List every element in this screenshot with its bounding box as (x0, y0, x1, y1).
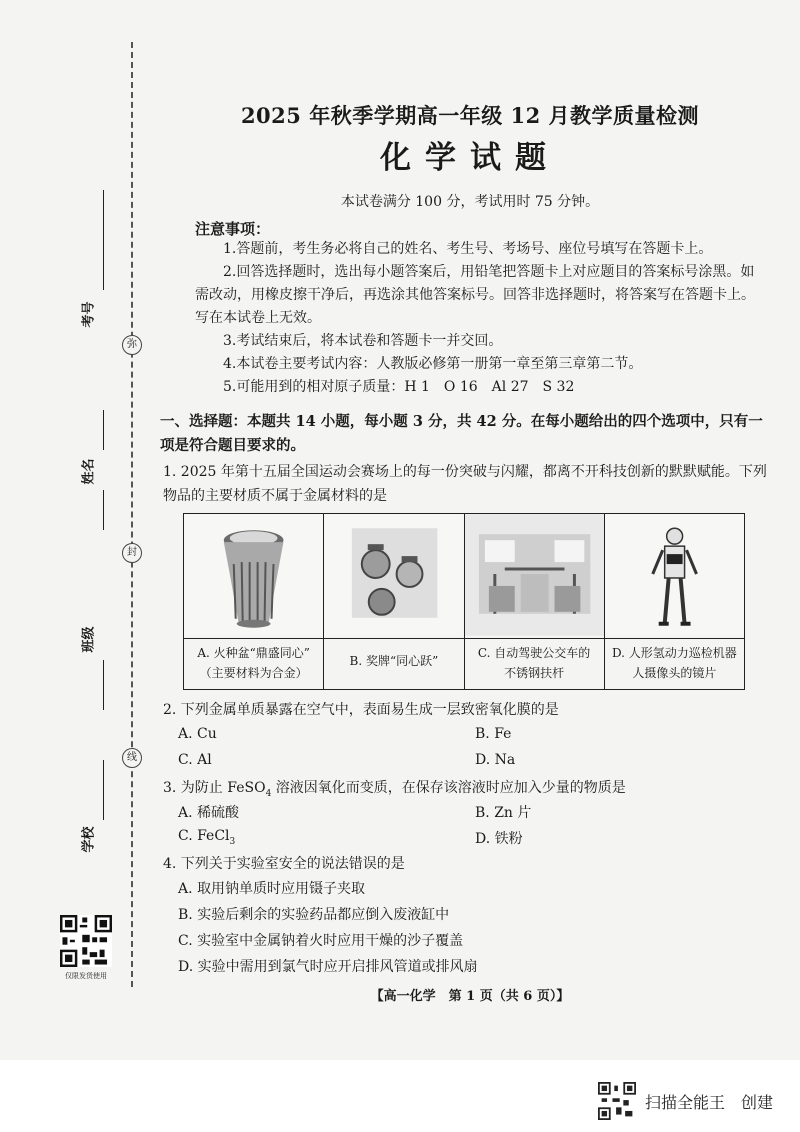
question-3-stem (163, 776, 773, 806)
subscript: 4 (265, 788, 272, 799)
caption-line: 人摄像头的镜片 (632, 666, 717, 680)
field-label: 学校 (81, 826, 97, 853)
question-1-image-table (183, 513, 745, 690)
fill-line (103, 410, 104, 450)
subscript: 3 (229, 836, 236, 847)
option-caption-a (184, 638, 323, 689)
exam-info: 本试卷满分 100 分，考试用时 75 分钟。 (340, 194, 600, 210)
option-caption-d (605, 638, 744, 689)
caption-line: （主要材料为合金） (199, 666, 308, 680)
torch-basin-image (184, 514, 323, 636)
q4-option-d: D. 实验中需用到氯气时应开启排风管道或排风扇 (178, 959, 478, 975)
q4-option-a: A. 取用钠单质时应用镊子夹取 (178, 881, 366, 897)
field-label: 班级 (81, 626, 97, 653)
caption-line: A. 火种盆“鼎盛同心” (197, 646, 310, 660)
option-cell-b (324, 514, 464, 689)
notice-item: 2.回答选择题时，选出每小题答案后，用铅笔把答题卡上对应题目的答案标号涂黑。如需改动，用橡皮擦干净后，再选涂其他答案标号。回答非选择题时，将答案写在答题卡上。写在本试卷上无效。 (195, 264, 755, 326)
notice-list (195, 238, 755, 399)
question-1-stem: 1. 2025 年第十五届全国运动会赛场上的每一份突破与闪耀，都离不开科技创新的默默赋能。下列物品的主要材质不属于金属材料的是 (163, 464, 767, 504)
robot-image (605, 514, 744, 636)
option-caption-b (324, 638, 463, 689)
question-4-stem: 4. 下列关于实验室安全的说法错误的是 (163, 856, 405, 872)
q2-option-d: D. Na (475, 752, 516, 768)
option-cell-d (605, 514, 744, 689)
qr-caption: 仅限发货使用 (65, 972, 107, 980)
field-class (75, 590, 135, 710)
option-cell-c (465, 514, 605, 689)
stem-text: 溶液因氧化而变质，在保存该溶液时应加入少量的物质是 (271, 780, 626, 796)
q2-option-a: A. Cu (178, 726, 217, 742)
qr-code-icon (60, 915, 112, 967)
exam-title: 2025 年秋季学期高一年级 12 月教学质量检测 (240, 103, 700, 128)
seal-mark-mi: 弥 (122, 335, 142, 355)
fill-line (103, 660, 104, 710)
q3-option-c (178, 828, 235, 847)
q2-option-c: C. Al (178, 752, 212, 768)
notice-item: 5.可能用到的相对原子质量：H 1 O 16 Al 27 S 32 (223, 379, 575, 395)
fill-line (103, 760, 104, 820)
page-footer: 【高一化学 第 1 页（共 6 页）】 (370, 989, 570, 1004)
notice-item: 1.答题前，考生务必将自己的姓名、考生号、考场号、座位号填写在答题卡上。 (223, 241, 713, 257)
scanner-watermark: 扫描全能王 创建 (645, 1093, 774, 1112)
notice-item: 4.本试卷主要考试内容：人教版必修第一册第一章至第三章第二节。 (223, 356, 643, 372)
field-label: 考号 (81, 301, 97, 328)
subject-title: 化学试题 (380, 140, 560, 176)
stem-text: 3. 为防止 FeSO (163, 780, 266, 796)
bus-interior-image (465, 514, 604, 636)
question-2-stem: 2. 下列金属单质暴露在空气中，表面易生成一层致密氧化膜的是 (163, 702, 559, 718)
notice-item: 3.考试结束后，将本试卷和答题卡一并交回。 (223, 333, 503, 349)
q4-option-b: B. 实验后剩余的实验药品都应倒入废液缸中 (178, 907, 450, 923)
field-name (75, 410, 135, 530)
seal-mark-feng: 封 (122, 543, 142, 563)
option-text: C. FeCl (178, 828, 230, 844)
field-label: 姓名 (81, 458, 97, 485)
section-title: 一、选择题：本题共 14 小题，每小题 3 分，共 42 分。在每小题给出的四个选项中，只有一项是符合题目要求的。 (160, 413, 763, 454)
q3-option-d: D. 铁粉 (475, 831, 523, 847)
notice-title: 注意事项： (195, 220, 271, 238)
option-caption-c (465, 638, 604, 689)
field-school (75, 760, 135, 860)
q3-option-b: B. Zn 片 (475, 805, 532, 821)
seal-mark-xian: 线 (122, 748, 142, 768)
scanner-qr-icon (598, 1082, 636, 1120)
medal-image (324, 514, 463, 636)
caption-line: 不锈钢扶杆 (504, 666, 565, 680)
caption-line: C. 自动驾驶公交车的 (477, 646, 591, 660)
q2-option-b: B. Fe (475, 726, 512, 742)
caption-line: B. 奖牌“同心跃” (349, 654, 439, 668)
q3-option-a: A. 稀硫酸 (178, 805, 240, 821)
q4-option-c: C. 实验室中金属钠着火时应用干燥的沙子覆盖 (178, 933, 464, 949)
field-exam-number (75, 190, 135, 340)
caption-line: D. 人形氢动力巡检机器 (611, 646, 737, 660)
fill-line (103, 490, 104, 530)
option-cell-a (184, 514, 324, 689)
